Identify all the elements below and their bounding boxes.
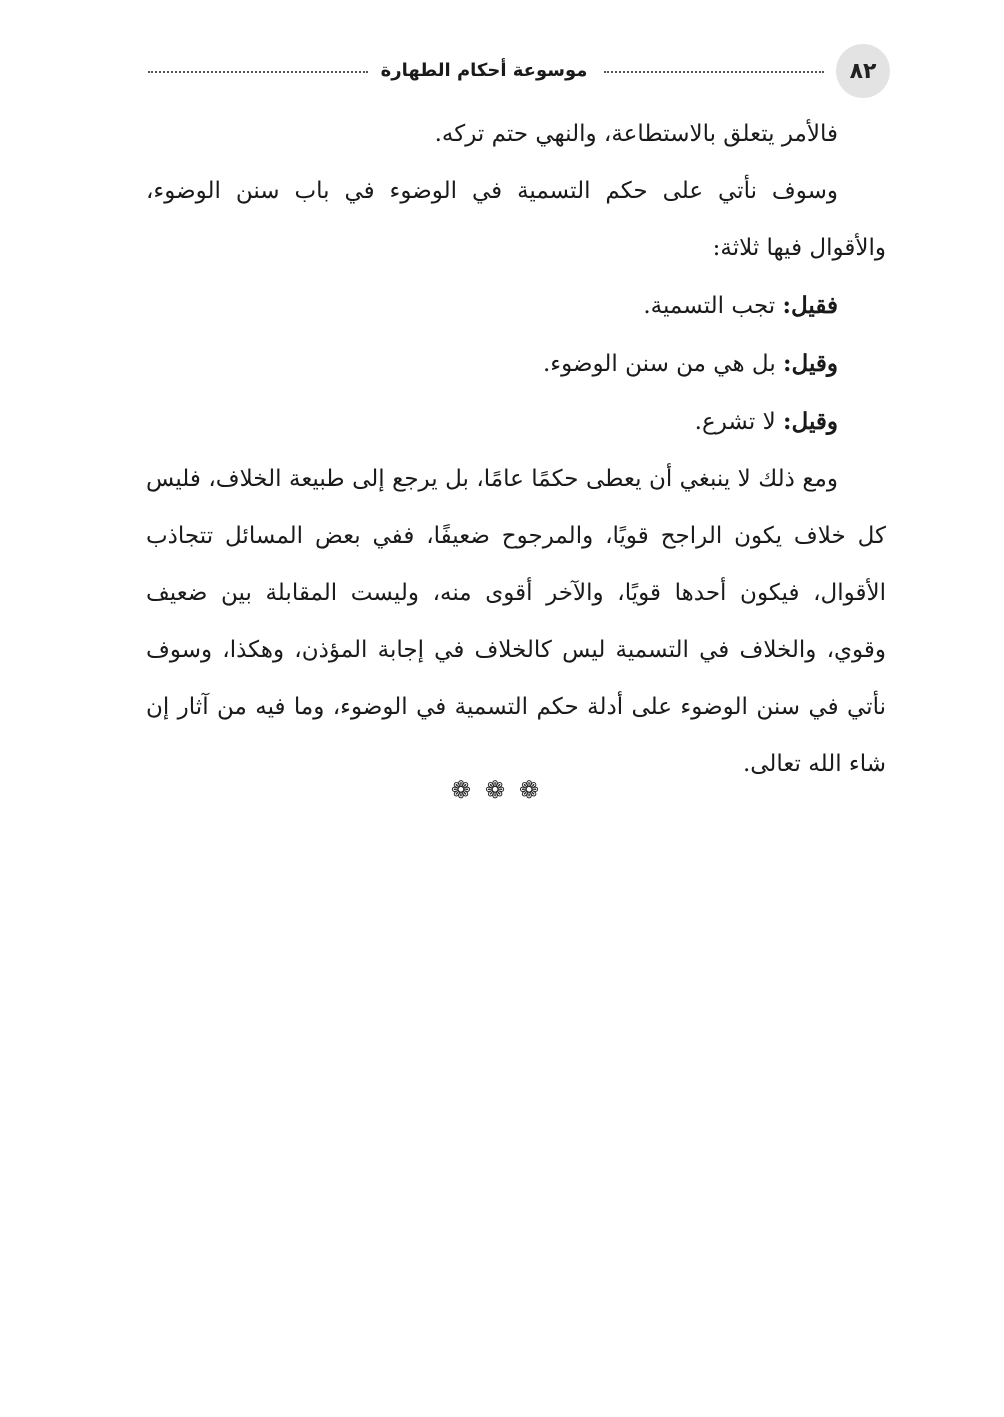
opinion-3-label: وقيل:	[783, 408, 838, 435]
opinion-2-text: بل هي من سنن الوضوء.	[543, 351, 784, 377]
opinion-3	[146, 393, 886, 451]
page-number: ٨٢	[836, 44, 890, 98]
header-dotted-rule-right	[604, 71, 824, 73]
opinion-1-label: فقيل:	[782, 292, 838, 319]
paragraph-2: وسوف نأتي على حكم التسمية في الوضوء في باب سنن الوضوء، والأقوال فيها ثلاثة:	[146, 178, 886, 261]
paragraph-1: فالأمر يتعلق بالاستطاعة، والنهي حتم تركه.	[434, 121, 838, 147]
book-title: موسوعة أحكام الطهارة	[368, 56, 600, 86]
page-header	[146, 44, 890, 100]
opinion-1	[146, 277, 886, 335]
opinion-2-label: وقيل:	[783, 350, 838, 377]
paragraph-3: ومع ذلك لا ينبغي أن يعطى حكمًا عامًا، بل يرجع إلى طبيعة الخلاف، فليس كل خلاف يكون الراجح قويًا، والمرجوح ضعيفًا، ففي بعض المسائل تتجاذب الأقوال، فيكون أحدها قويًا، والآخر أقوى منه، وليست المقابلة بين ضعيف وقوي، والخلاف في التسمية ليس كالخلاف في إجابة المؤذن، وهكذا، وسوف نأتي في سنن الوضوء على أدلة حكم التسمية في الوضوء، وما فيه من آثار إن شاء الله تعالى.	[146, 466, 886, 777]
section-separator-flowers-icon: ❁❁❁	[450, 776, 554, 804]
page-body	[146, 106, 886, 793]
header-dotted-rule-left	[148, 71, 368, 73]
opinion-1-text: تجب التسمية.	[643, 293, 783, 319]
opinion-3-text: لا تشرع.	[694, 409, 784, 435]
opinion-2	[146, 335, 886, 393]
